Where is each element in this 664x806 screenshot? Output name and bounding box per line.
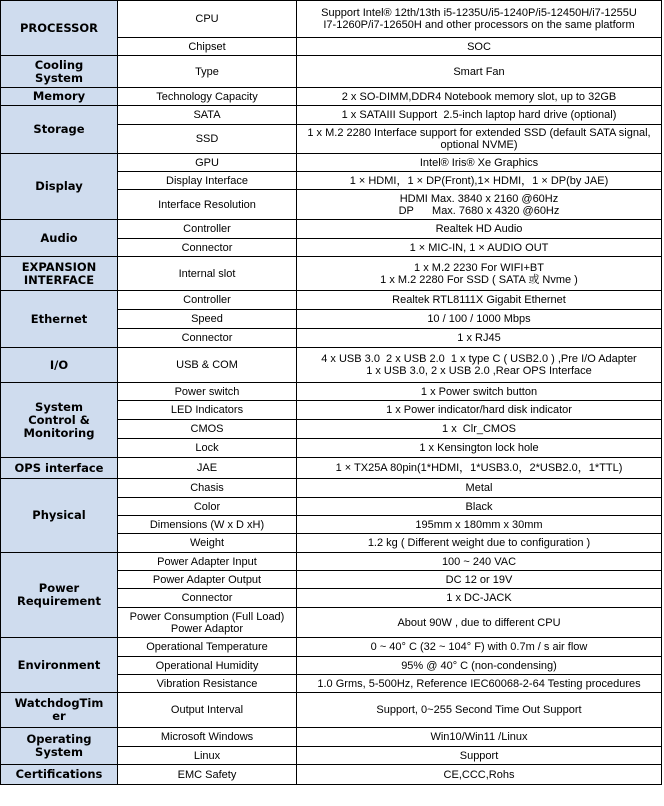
spec-value: 1 x RJ45 <box>297 329 662 348</box>
spec-label: EMC Safety <box>118 765 297 785</box>
spec-label: Controller <box>118 220 297 239</box>
category-cell: Certifications <box>1 765 118 785</box>
spec-value: DC 12 or 19V <box>297 571 662 589</box>
spec-value: CE,CCC,Rohs <box>297 765 662 785</box>
category-cell: Cooling System <box>1 56 118 88</box>
spec-value: 195mm x 180mm x 30mm <box>297 516 662 534</box>
category-cell: Power Requirement <box>1 553 118 638</box>
spec-row <box>1 693 662 728</box>
spec-row <box>1 220 662 239</box>
category-cell: OPS interface <box>1 458 118 479</box>
spec-label: Interface Resolution <box>118 190 297 220</box>
spec-row <box>1 458 662 479</box>
spec-value: 10 / 100 / 1000 Mbps <box>297 310 662 329</box>
spec-label: USB & COM <box>118 348 297 383</box>
spec-value: 1 x Power indicator/hard disk indicator <box>297 401 662 420</box>
spec-value: 1 x SATAIII Support 2.5-inch laptop hard drive (optional) <box>297 106 662 125</box>
category-cell: System Control & Monitoring <box>1 383 118 458</box>
category-cell: WatchdogTim er <box>1 693 118 728</box>
spec-label: Power Adapter Input <box>118 553 297 571</box>
spec-label: CMOS <box>118 420 297 439</box>
spec-row <box>1 638 662 657</box>
spec-value: 95% @ 40° C (non-condensing) <box>297 657 662 675</box>
spec-value: Support Intel® 12th/13th i5-1235U/i5-1240P/i5-12450H/i7-1255U I7-1260P/i7-12650H and other processors on the same platform <box>297 1 662 38</box>
spec-label: Speed <box>118 310 297 329</box>
category-cell: Physical <box>1 479 118 553</box>
spec-row <box>1 257 662 291</box>
spec-label: Power Consumption (Full Load) Power Adaptor <box>118 608 297 638</box>
spec-label: SSD <box>118 125 297 154</box>
category-cell: Storage <box>1 106 118 154</box>
spec-label: Internal slot <box>118 257 297 291</box>
spec-label: Connector <box>118 329 297 348</box>
category-cell: Display <box>1 154 118 220</box>
spec-label: Linux <box>118 747 297 765</box>
spec-row <box>1 728 662 747</box>
spec-label: SATA <box>118 106 297 125</box>
spec-row <box>1 88 662 106</box>
spec-label: Power Adapter Output <box>118 571 297 589</box>
spec-label: Power switch <box>118 383 297 401</box>
spec-value: 1 × TX25A 80pin(1*HDMI，1*USB3.0，2*USB2.0，1*TTL) <box>297 458 662 479</box>
spec-label: Lock <box>118 439 297 458</box>
spec-value: 1 x M.2 2230 For WIFI+BT 1 x M.2 2280 For SSD ( SATA 或 Nvme ) <box>297 257 662 291</box>
spec-value: 1 x DC-JACK <box>297 589 662 608</box>
spec-label: Type <box>118 56 297 88</box>
spec-value: 1 × MIC-IN, 1 × AUDIO OUT <box>297 239 662 257</box>
spec-value: 100 ~ 240 VAC <box>297 553 662 571</box>
spec-value: Realtek RTL8111X Gigabit Ethernet <box>297 291 662 310</box>
spec-row <box>1 765 662 785</box>
spec-label: Display Interface <box>118 172 297 190</box>
spec-label: CPU <box>118 1 297 38</box>
spec-label: LED Indicators <box>118 401 297 420</box>
spec-value: About 90W , due to different CPU <box>297 608 662 638</box>
spec-label: Connector <box>118 589 297 608</box>
category-cell: PROCESSOR <box>1 1 118 56</box>
spec-label: Weight <box>118 534 297 553</box>
spec-label: Vibration Resistance <box>118 675 297 693</box>
category-cell: EXPANSION INTERFACE <box>1 257 118 291</box>
spec-value: Support, 0~255 Second Time Out Support <box>297 693 662 728</box>
spec-value: 1.0 Grms, 5-500Hz, Reference IEC60068-2-64 Testing procedures <box>297 675 662 693</box>
spec-value: 1 x Kensington lock hole <box>297 439 662 458</box>
spec-table-body <box>1 1 662 785</box>
spec-row <box>1 553 662 571</box>
spec-value: 1 x M.2 2280 Interface support for extended SSD (default SATA signal, optional NVME) <box>297 125 662 154</box>
spec-label: Output Interval <box>118 693 297 728</box>
spec-row <box>1 291 662 310</box>
spec-label: Operational Temperature <box>118 638 297 657</box>
category-cell: Audio <box>1 220 118 257</box>
spec-value: Black <box>297 498 662 516</box>
category-cell: Ethernet <box>1 291 118 348</box>
spec-row <box>1 479 662 498</box>
spec-row <box>1 383 662 401</box>
spec-value: Support <box>297 747 662 765</box>
spec-value: 1 × HDMI，1 × DP(Front),1× HDMI，1 × DP(by JAE) <box>297 172 662 190</box>
spec-value: Smart Fan <box>297 56 662 88</box>
spec-label: Chasis <box>118 479 297 498</box>
spec-value: 4 x USB 3.0 2 x USB 2.0 1 x type C ( USB2.0 ) ,Pre I/O Adapter 1 x USB 3.0, 2 x USB 2.0 ,Rear OPS Interface <box>297 348 662 383</box>
category-cell: I/O <box>1 348 118 383</box>
spec-label: Dimensions (W x D xH) <box>118 516 297 534</box>
category-cell: Memory <box>1 88 118 106</box>
spec-label: Technology Capacity <box>118 88 297 106</box>
spec-value: 1 x Power switch button <box>297 383 662 401</box>
spec-label: Operational Humidity <box>118 657 297 675</box>
spec-label: Color <box>118 498 297 516</box>
spec-label: Controller <box>118 291 297 310</box>
spec-value: HDMI Max. 3840 x 2160 @60Hz DP Max. 7680 x 4320 @60Hz <box>297 190 662 220</box>
spec-label: Chipset <box>118 38 297 56</box>
spec-row <box>1 1 662 38</box>
spec-row <box>1 348 662 383</box>
spec-value: 1.2 kg ( Different weight due to configuration ) <box>297 534 662 553</box>
spec-value: Metal <box>297 479 662 498</box>
category-cell: Environment <box>1 638 118 693</box>
spec-label: Connector <box>118 239 297 257</box>
spec-value: Intel® Iris® Xe Graphics <box>297 154 662 172</box>
category-cell: Operating System <box>1 728 118 765</box>
spec-value: 0 ~ 40° C (32 ~ 104° F) with 0.7m / s air flow <box>297 638 662 657</box>
spec-label: GPU <box>118 154 297 172</box>
spec-value: SOC <box>297 38 662 56</box>
spec-row <box>1 56 662 88</box>
spec-value: Win10/Win11 /Linux <box>297 728 662 747</box>
spec-value: 2 x SO-DIMM,DDR4 Notebook memory slot, up to 32GB <box>297 88 662 106</box>
spec-label: Microsoft Windows <box>118 728 297 747</box>
spec-value: 1 x Clr_CMOS <box>297 420 662 439</box>
spec-value: Realtek HD Audio <box>297 220 662 239</box>
spec-row <box>1 106 662 125</box>
spec-label: JAE <box>118 458 297 479</box>
spec-row <box>1 154 662 172</box>
